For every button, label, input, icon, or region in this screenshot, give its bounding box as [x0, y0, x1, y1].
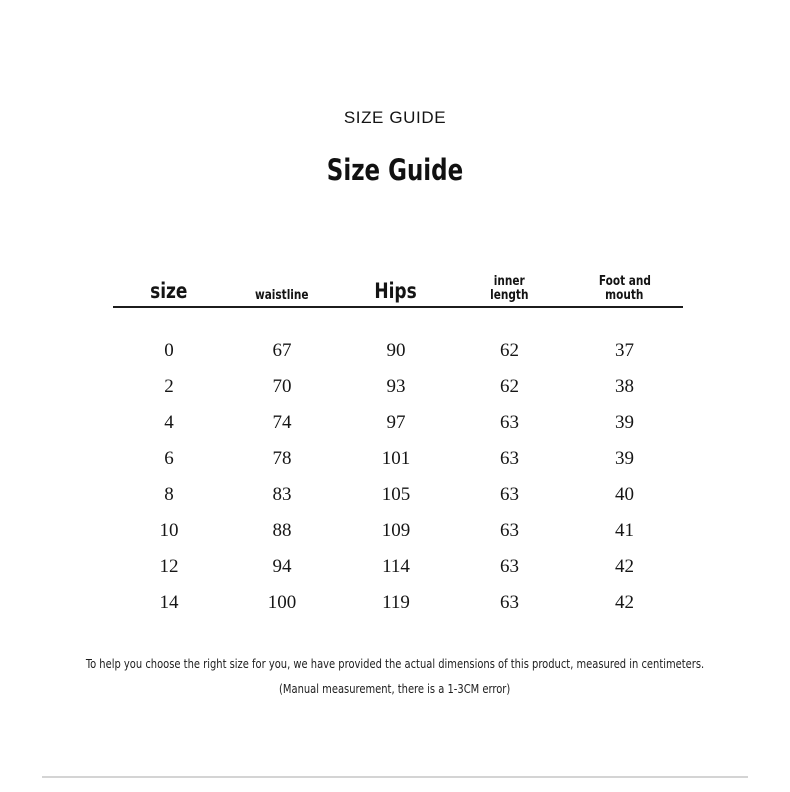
cell-inner-length: 63	[500, 484, 519, 505]
cell-waistline: 88	[272, 520, 292, 541]
cell-foot-and-mouth: 40	[615, 484, 634, 505]
table-header-row	[113, 256, 683, 307]
measurement-note-line1-text: To help you choose the right size for you, we have provided the actual dimensions of this product, measured in centimeters.	[85, 657, 705, 671]
column-header-size	[113, 256, 225, 307]
cell-size: 8	[164, 484, 174, 505]
cell-size: 2	[164, 376, 174, 397]
cell-inner-length: 62	[500, 340, 519, 361]
table-row	[113, 542, 683, 578]
column-header-waistline-line1: waistline	[255, 287, 309, 303]
cell-foot-and-mouth: 41	[615, 520, 634, 541]
cell-hips: 93	[386, 376, 406, 397]
cell-inner-length: 63	[500, 556, 519, 577]
column-header-waistline	[225, 256, 339, 307]
cell-waistline: 78	[272, 448, 292, 469]
cell-hips: 97	[386, 412, 406, 433]
column-header-inner-length	[453, 256, 566, 307]
cell-waistline: 94	[272, 556, 292, 577]
column-header-foot-and-mouth-line1: Foot and	[598, 273, 651, 289]
column-header-foot-and-mouth-line2: mouth	[605, 287, 644, 303]
cell-hips: 105	[381, 484, 411, 505]
cell-inner-length: 63	[500, 448, 519, 469]
cell-waistline: 100	[267, 592, 297, 613]
cell-size: 14	[159, 592, 179, 613]
table-row	[113, 307, 683, 362]
cell-foot-and-mouth: 42	[615, 592, 634, 613]
cell-hips: 114	[382, 556, 410, 577]
table-body	[113, 307, 683, 614]
cell-waistline: 67	[272, 340, 292, 361]
cell-size: 4	[164, 412, 174, 433]
cell-foot-and-mouth: 37	[615, 340, 634, 361]
measurement-note-line2	[0, 683, 790, 696]
cell-inner-length: 63	[500, 412, 519, 433]
cell-size: 0	[164, 340, 174, 361]
cell-foot-and-mouth: 38	[615, 376, 634, 397]
table-row	[113, 434, 683, 470]
table-row	[113, 398, 683, 434]
column-header-inner-length-line1: inner	[494, 273, 525, 289]
cell-hips: 109	[381, 520, 411, 541]
bottom-divider	[42, 776, 748, 778]
cell-inner-length: 62	[500, 376, 519, 397]
measurement-note-line1	[0, 658, 790, 671]
cell-foot-and-mouth: 42	[615, 556, 634, 577]
table-row	[113, 506, 683, 542]
cell-hips: 90	[386, 340, 406, 361]
cell-inner-length: 63	[500, 520, 519, 541]
column-header-hips-line1: Hips	[374, 279, 418, 304]
cell-hips: 119	[382, 592, 410, 613]
column-header-hips	[339, 256, 453, 307]
cell-size: 12	[159, 556, 179, 577]
cell-waistline: 83	[272, 484, 292, 505]
table-row	[113, 362, 683, 398]
cell-hips: 101	[381, 448, 411, 469]
measurement-note	[0, 658, 790, 695]
cell-foot-and-mouth: 39	[615, 448, 634, 469]
cell-inner-length: 63	[500, 592, 519, 613]
cell-waistline: 70	[272, 376, 292, 397]
measurement-note-line2-text: (Manual measurement, there is a 1-3CM error)	[279, 681, 511, 696]
table-row	[113, 470, 683, 506]
table-row	[113, 578, 683, 614]
table-header	[113, 256, 683, 307]
cell-waistline: 74	[272, 412, 292, 433]
page-title: Size Guide	[326, 153, 464, 187]
size-table-container	[113, 256, 683, 614]
column-header-inner-length-line2: length	[490, 287, 529, 303]
cell-size: 10	[159, 520, 179, 541]
size-table	[113, 256, 683, 614]
column-header-foot-and-mouth	[566, 256, 683, 307]
cell-foot-and-mouth: 39	[615, 412, 634, 433]
eyebrow-label: SIZE GUIDE	[343, 108, 447, 127]
cell-size: 6	[164, 448, 174, 469]
column-header-size-line1: size	[150, 279, 188, 304]
